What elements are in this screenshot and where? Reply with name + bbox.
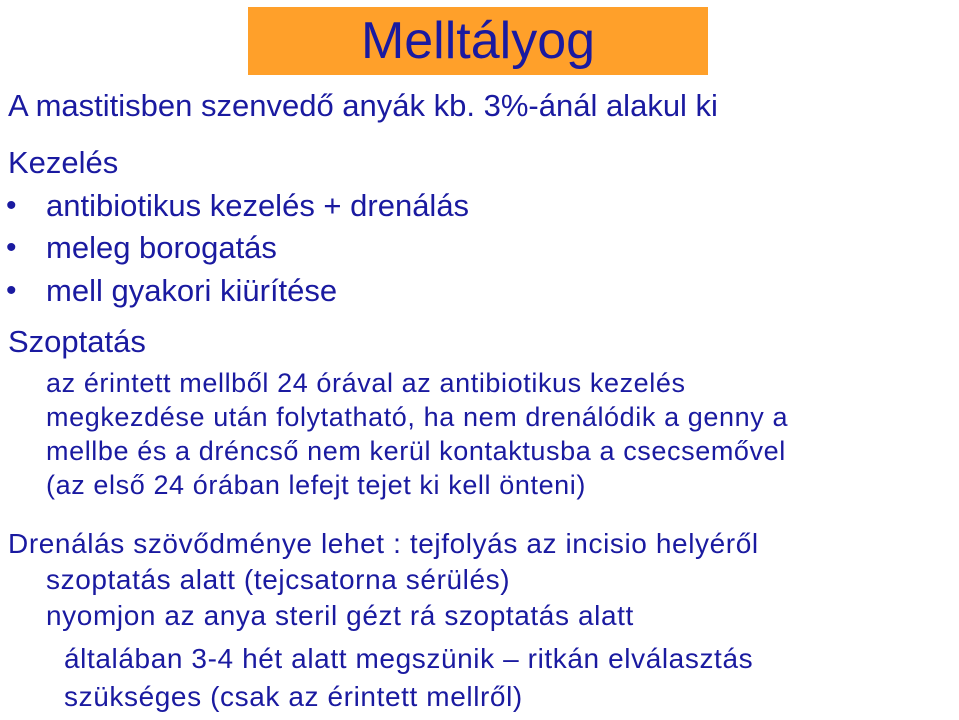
- treatment-heading: Kezelés: [8, 145, 119, 180]
- intro-line: A mastitisben szenvedő anyák kb. 3%-ánál alakul ki: [8, 88, 718, 123]
- bullet-icon: •: [6, 189, 17, 222]
- bullet-icon: •: [6, 231, 17, 264]
- slide-title: Melltályog: [360, 12, 596, 70]
- treatment-item-text: mell gyakori kiürítése: [46, 273, 338, 308]
- breastfeeding-heading: Szoptatás: [8, 324, 146, 359]
- paragraph-line: mellbe és a dréncső nem kerül kontaktusba a csecsemővel: [46, 436, 786, 466]
- title-banner: [248, 7, 708, 75]
- paragraph-line: (az első 24 órában lefejt tejet ki kell önteni): [46, 470, 586, 500]
- paragraph-line: szükséges (csak az érintett mellről): [64, 681, 523, 712]
- treatment-item-text: antibiotikus kezelés + drenálás: [46, 188, 470, 223]
- paragraph-line: általában 3-4 hét alatt megszünik – ritkán elválasztás: [64, 643, 754, 674]
- paragraph-line: szoptatás alatt (tejcsatorna sérülés): [46, 564, 511, 595]
- treatment-item-text: meleg borogatás: [46, 230, 277, 265]
- paragraph-line: Drenálás szövődménye lehet : tejfolyás az incisio helyéről: [8, 528, 759, 559]
- bullet-icon: •: [6, 274, 17, 307]
- paragraph-line: megkezdése után folytatható, ha nem drenálódik a genny a: [46, 402, 789, 432]
- paragraph-line: az érintett mellből 24 órával az antibiotikus kezelés: [46, 368, 686, 398]
- paragraph-line: nyomjon az anya steril gézt rá szoptatás alatt: [46, 600, 634, 631]
